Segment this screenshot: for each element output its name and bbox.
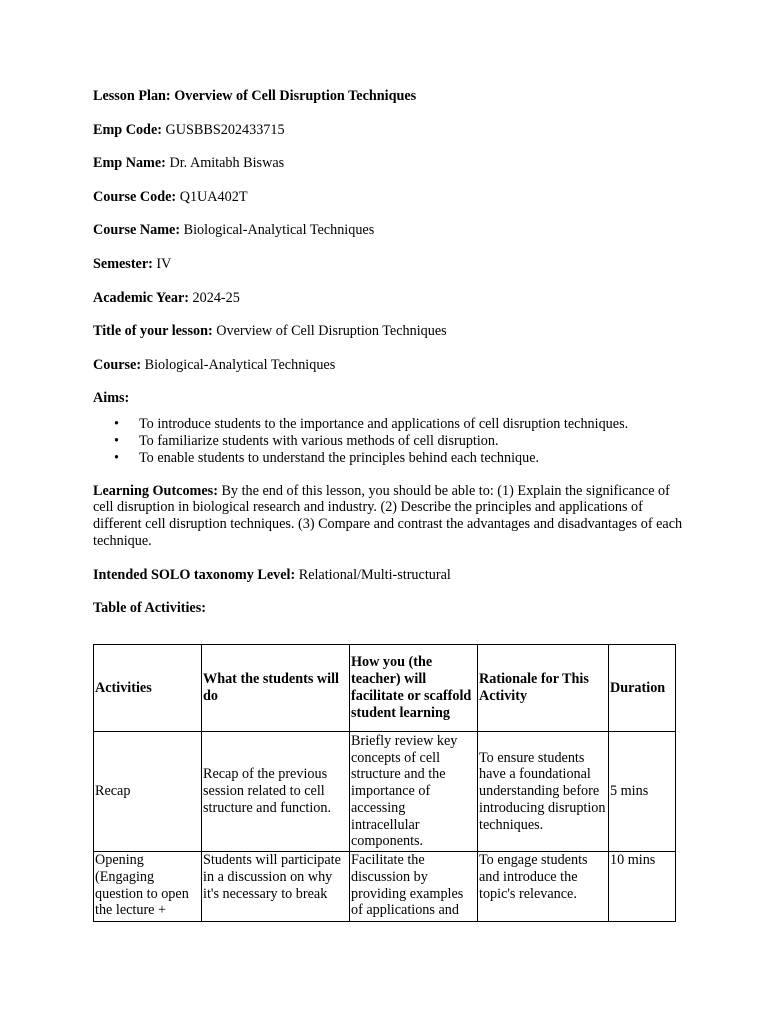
semester-field	[93, 256, 683, 273]
table-row	[94, 852, 676, 922]
course-code-value: Q1UA402T	[176, 188, 248, 205]
lesson-title-field	[93, 323, 683, 340]
list-item: • To enable students to understand the principles behind each technique.	[114, 449, 540, 466]
table-row	[94, 732, 676, 852]
table-cell: Opening (Engaging question to open the lecture +	[94, 852, 202, 922]
column-header: Rationale for This Activity	[478, 645, 609, 732]
table-cell: Briefly review key concepts of cell structure and the importance of accessing intracellular components.	[350, 732, 478, 852]
emp-code-label: Emp Code:	[93, 121, 162, 138]
academic-year-field	[93, 290, 683, 307]
emp-name-field	[93, 155, 683, 172]
bullet-icon: •	[114, 432, 119, 449]
table-cell: 10 mins	[609, 852, 676, 922]
list-item: • To familiarize students with various methods of cell disruption.	[114, 432, 499, 449]
table-cell: To engage students and introduce the topic's relevance.	[478, 852, 609, 922]
bullet-icon: •	[114, 449, 119, 466]
course-name-field	[93, 222, 683, 239]
lesson-plan-title: Lesson Plan: Overview of Cell Disruption Techniques	[93, 88, 417, 104]
emp-name-value: Dr. Amitabh Biswas	[165, 155, 285, 172]
course-label: Course:	[93, 356, 142, 373]
table-of-activities-heading: Table of Activities:	[93, 600, 206, 617]
activities-table	[93, 644, 676, 922]
learning-outcomes	[93, 483, 683, 550]
academic-year-label: Academic Year:	[93, 289, 189, 306]
aims-list	[93, 416, 683, 466]
column-header: Activities	[94, 645, 202, 732]
table-cell: Recap	[94, 732, 202, 852]
course-value: Biological-Analytical Techniques	[141, 356, 336, 373]
table-cell: To ensure students have a foundational understanding before introducing disruption techniques.	[478, 732, 609, 852]
column-header: How you (the teacher) will facilitate or scaffold student learning	[350, 645, 478, 732]
emp-code-field	[93, 122, 683, 139]
course-name-value: Biological-Analytical Techniques	[180, 222, 375, 239]
solo-level-field	[93, 567, 683, 584]
course-code-field	[93, 189, 683, 206]
course-field	[93, 357, 683, 374]
emp-name-label: Emp Name:	[93, 155, 166, 172]
academic-year-value: 2024-25	[189, 289, 240, 306]
table-cell: Recap of the previous session related to cell structure and function.	[202, 732, 350, 852]
learning-outcomes-label: Learning Outcomes:	[93, 482, 218, 499]
column-header: Duration	[609, 645, 676, 732]
list-item: • To introduce students to the importance and applications of cell disruption techniques.	[114, 416, 629, 433]
emp-code-value: GUSBBS202433715	[161, 121, 285, 138]
lesson-title-value: Overview of Cell Disruption Techniques	[212, 323, 447, 340]
table-cell: Students will participate in a discussion on why it's necessary to break	[202, 852, 350, 922]
aims-heading: Aims:	[93, 390, 130, 407]
semester-value: IV	[152, 255, 172, 272]
table-cell: 5 mins	[609, 732, 676, 852]
lesson-title-label: Title of your lesson:	[93, 323, 213, 340]
table-header-row	[94, 645, 676, 732]
course-name-label: Course Name:	[93, 222, 181, 239]
solo-level-label: Intended SOLO taxonomy Level:	[93, 566, 296, 583]
semester-label: Semester:	[93, 255, 153, 272]
column-header: What the students will do	[202, 645, 350, 732]
learning-outcomes-text: By the end of this lesson, you should be able to: (1) Explain the significance of cell disruption in biological research and industry. (2) Describe the principles and applications of different cell disruption techniques. (3) Compare and contrast the advantages and disadvantages of each technique.	[93, 482, 683, 549]
solo-level-value: Relational/Multi-structural	[295, 566, 451, 583]
document-page	[93, 88, 683, 617]
course-code-label: Course Code:	[93, 188, 177, 205]
table-cell: Facilitate the discussion by providing examples of applications and	[350, 852, 478, 922]
bullet-icon: •	[114, 416, 119, 433]
